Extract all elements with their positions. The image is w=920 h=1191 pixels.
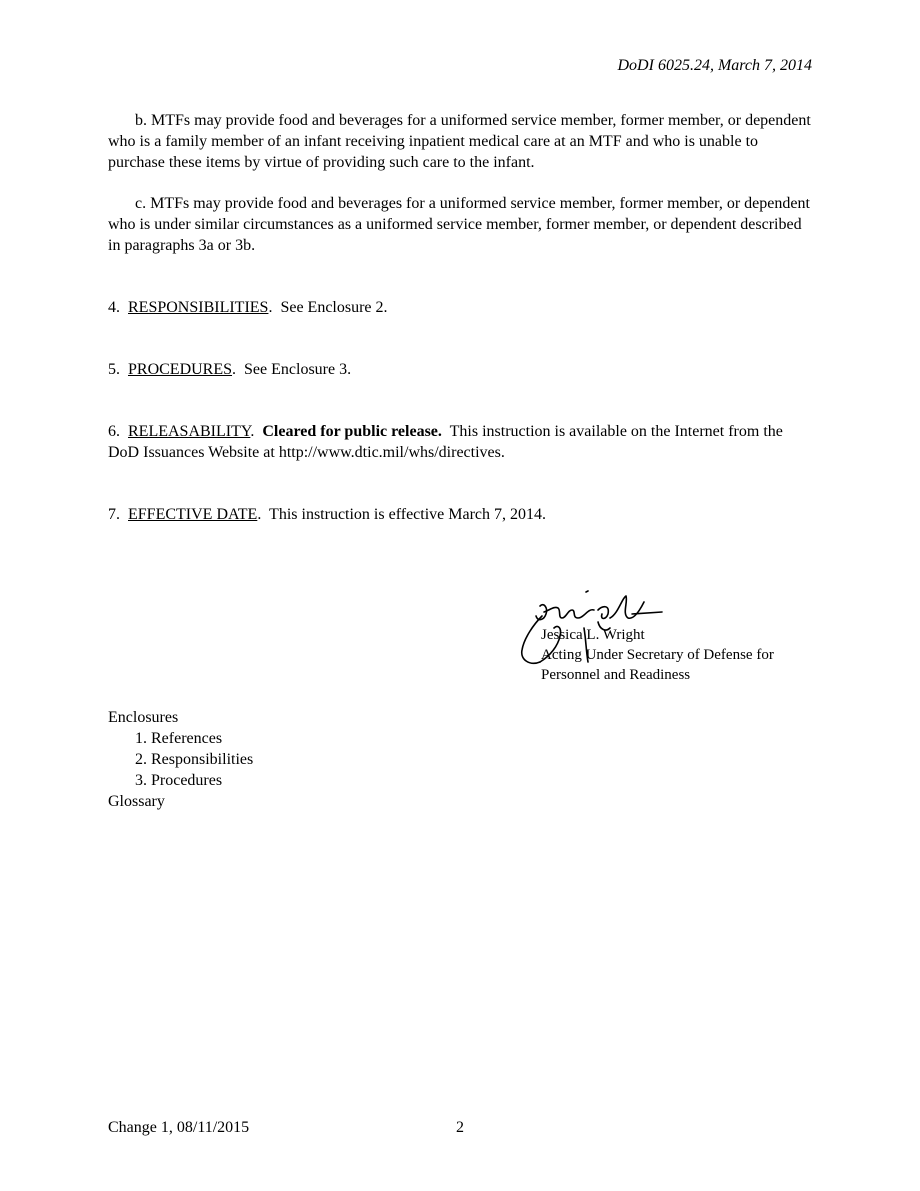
section-5-heading: PROCEDURES bbox=[128, 361, 233, 378]
enclosures-list bbox=[108, 707, 253, 812]
section-7-heading: EFFECTIVE DATE bbox=[128, 506, 258, 523]
section-5-text: See Enclosure 3. bbox=[244, 361, 352, 378]
section-5-number: 5. bbox=[108, 361, 120, 378]
page-number: 2 bbox=[456, 1119, 464, 1136]
document-reference-header: DoDI 6025.24, March 7, 2014 bbox=[617, 57, 812, 74]
change-notice: Change 1, 08/11/2015 bbox=[108, 1119, 250, 1136]
enclosure-item-responsibilities: 2. Responsibilities bbox=[135, 751, 254, 768]
section-5-procedures: 5. PROCEDURES. See Enclosure 3. bbox=[108, 361, 352, 378]
section-6-number: 6. bbox=[108, 423, 120, 440]
section-6-bold-text: Cleared for public release. bbox=[262, 423, 442, 440]
signature-block bbox=[514, 588, 834, 693]
section-6-text: This instruction is available on the Internet from the DoD Issuances Website at http://www.dtic.mil/whs/directives. bbox=[108, 423, 783, 461]
paragraph-3c: c. MTFs may provide food and beverages for a uniformed service member, former member, or dependent who is under similar circumstances as a uniformed service member, former member, or dependent described in paragraphs 3a or 3b. bbox=[108, 195, 810, 254]
section-4-text: See Enclosure 2. bbox=[280, 299, 388, 316]
section-7-effective-date: 7. EFFECTIVE DATE. This instruction is effective March 7, 2014. bbox=[108, 506, 547, 523]
signatory-title-line-2: Personnel and Readiness bbox=[541, 667, 691, 683]
signatory-title-line-1: Acting Under Secretary of Defense for bbox=[541, 647, 774, 663]
section-4-heading: RESPONSIBILITIES bbox=[128, 299, 269, 316]
enclosure-item-procedures: 3. Procedures bbox=[135, 772, 223, 789]
signatory-text bbox=[541, 625, 774, 685]
enclosure-item-references: 1. References bbox=[135, 730, 223, 747]
section-7-text: This instruction is effective March 7, 2014. bbox=[269, 506, 547, 523]
section-7-number: 7. bbox=[108, 506, 120, 523]
section-6-heading: RELEASABILITY bbox=[128, 423, 251, 440]
glossary-label: Glossary bbox=[108, 793, 165, 810]
section-4-number: 4. bbox=[108, 299, 120, 316]
section-4-responsibilities: 4. RESPONSIBILITIES. See Enclosure 2. bbox=[108, 299, 388, 316]
section-6-releasability: 6. RELEASABILITY. Cleared for public release. This instruction is available on the Internet from the DoD Issuances Website at http://www.dtic.mil/whs/directives. bbox=[108, 423, 783, 461]
enclosures-heading: Enclosures bbox=[108, 709, 179, 726]
paragraph-3b: b. MTFs may provide food and beverages for a uniformed service member, former member, or dependent who is a family member of an infant receiving inpatient medical care at an MTF and who is unable to purchase these items by virtue of providing such care to the infant. bbox=[108, 112, 811, 171]
signatory-name: Jessica L. Wright bbox=[541, 627, 645, 643]
